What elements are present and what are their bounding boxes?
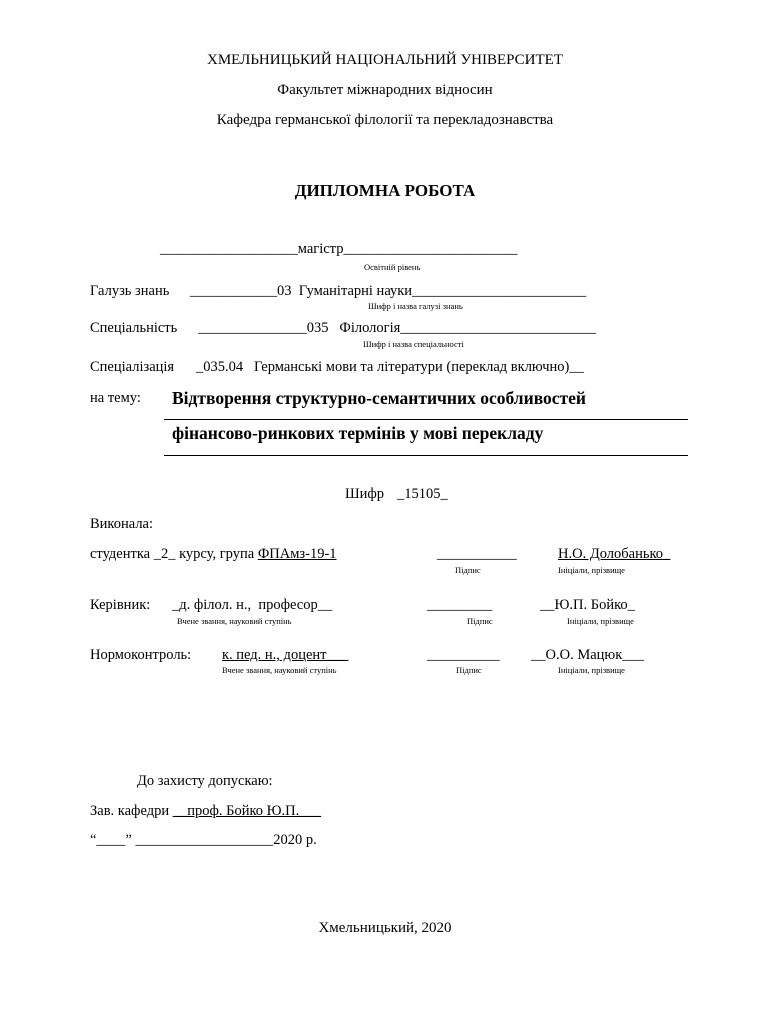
student-course: _2_ (153, 546, 176, 562)
head-of-department-row (90, 803, 321, 820)
specialization-value: _035.04 Германські мови та літератури (переклад включно)__ (196, 359, 584, 375)
student-name-caption: Ініціали, прізвище (558, 565, 625, 575)
field-label: Галузь знань (90, 283, 170, 299)
specialty-caption: Шифр і назва спеціальності (363, 339, 464, 349)
supervisor-name: __Ю.П. Бойко_ (540, 597, 635, 613)
normcontrol-signature-caption: Підпис (456, 665, 482, 675)
student-name: Н.О. Долобанько_ (558, 546, 671, 562)
supervisor-signature-caption: Підпис (467, 616, 493, 626)
faculty-name: Факультет міжнародних відносин (277, 82, 493, 98)
specialization-label: Спеціалізація (90, 359, 175, 375)
topic-line-2: фінансово-ринкових термінів у мові перекладу (172, 423, 544, 443)
specialty-label: Спеціальність (90, 320, 178, 336)
normcontrol-name-caption: Ініціали, прізвище (558, 665, 625, 675)
document-title: ДИПЛОМНА РОБОТА (294, 181, 476, 200)
normcontrol-title: к. пед. н., доцент___ (222, 647, 349, 663)
student-signature-line: ___________ (437, 546, 517, 562)
normcontrol-label: Нормоконтроль: (90, 647, 192, 663)
supervisor-name-caption: Ініціали, прізвище (567, 616, 634, 626)
normcontrol-title-caption: Вчене звання, науковий ступінь (222, 665, 337, 675)
degree-line: ___________________магістр________________________ (160, 241, 518, 257)
student-row (90, 546, 337, 563)
normcontrol-name: __О.О. Мацюк___ (531, 647, 645, 663)
student-signature-caption: Підпис (455, 565, 481, 575)
student-prefix: студентка (90, 546, 154, 562)
topic-label: на тему: (90, 390, 141, 406)
cipher-value: _15105_ (397, 486, 448, 502)
specialty-value: _______________035 Філологія___________________________ (198, 320, 597, 336)
supervisor-signature-line: _________ (427, 597, 493, 613)
supervisor-title: _д. філол. н., професор__ (172, 597, 333, 613)
degree-caption: Освітній рівень (364, 262, 421, 272)
head-value: __проф. Бойко Ю.П.___ (172, 803, 322, 819)
field-caption: Шифр і назва галузі знань (368, 301, 463, 311)
university-name: ХМЕЛЬНИЦЬКИЙ НАЦІОНАЛЬНИЙ УНІВЕРСИТЕТ (207, 52, 563, 68)
city-year: Хмельницький, 2020 (318, 920, 452, 936)
student-group: ФПАмз-19-1 (257, 546, 337, 562)
head-label: Зав. кафедри (90, 803, 173, 819)
admission-date-line: “____” ___________________2020 р. (90, 832, 317, 848)
cipher-label: Шифр (345, 486, 385, 502)
topic-line-1: Відтворення структурно-семантичних особливостей (172, 388, 586, 408)
topic-underline-2 (164, 455, 688, 456)
normcontrol-signature-line: __________ (427, 647, 500, 663)
supervisor-title-caption: Вчене звання, науковий ступінь (177, 616, 292, 626)
topic-underline-1 (164, 419, 688, 420)
department-name: Кафедра германської філології та перекладознавства (216, 112, 554, 128)
supervisor-label: Керівник: (90, 597, 151, 613)
performer-label: Виконала: (90, 516, 154, 532)
student-course-suffix: курсу, група (175, 546, 258, 562)
admission-text: До захисту допускаю: (137, 773, 273, 789)
field-value: ____________03 Гуманітарні науки________________________ (190, 283, 587, 299)
